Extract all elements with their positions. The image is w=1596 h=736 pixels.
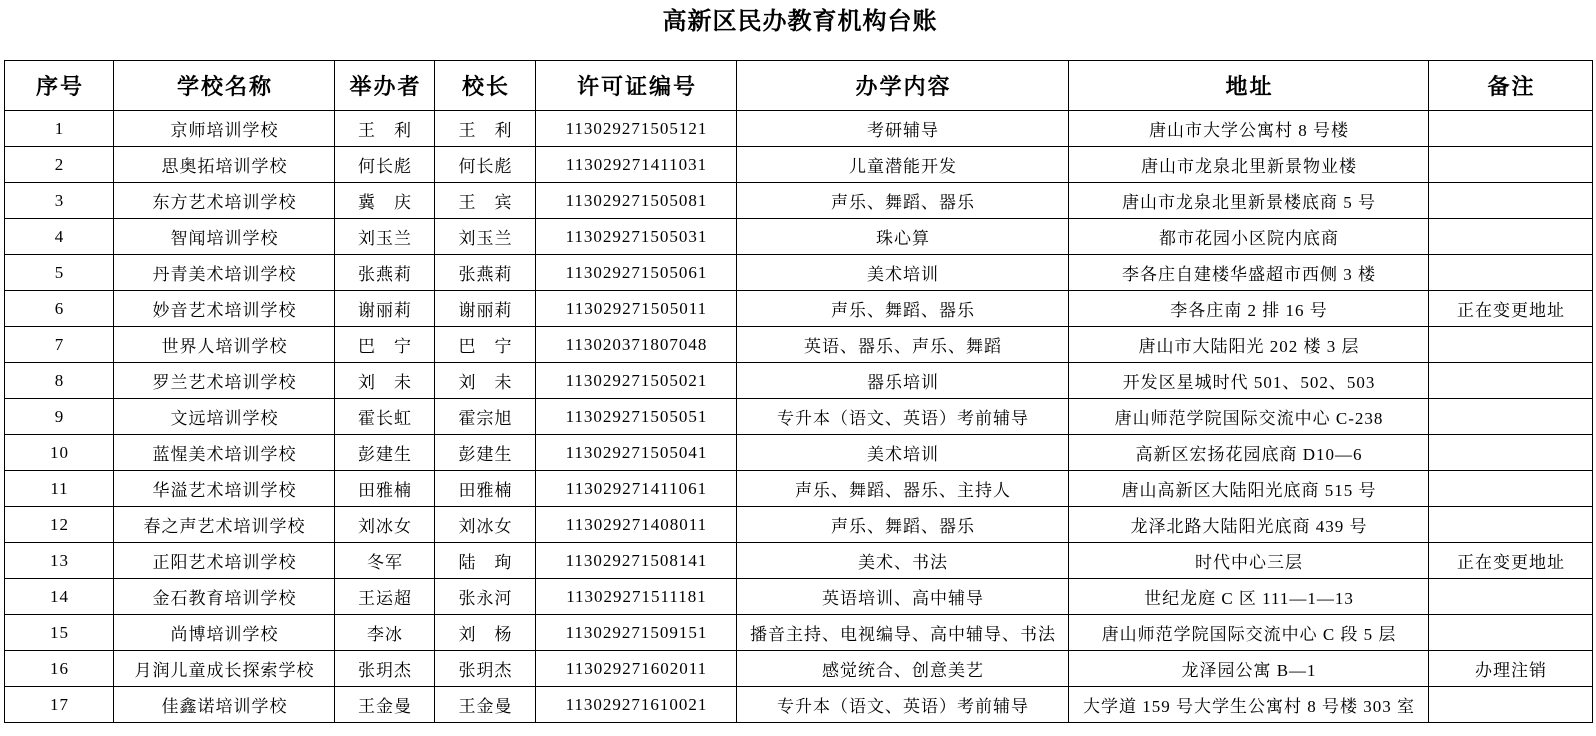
cell-seq: 11 [5,471,114,507]
cell-remark: 正在变更地址 [1429,291,1593,327]
header-remark: 备注 [1429,61,1593,111]
cell-content: 感觉统合、创意美艺 [737,651,1069,687]
cell-seq: 16 [5,651,114,687]
cell-remark [1429,255,1593,291]
cell-school-name: 丹青美术培训学校 [114,255,335,291]
cell-school-name: 佳鑫诺培训学校 [114,687,335,723]
table-row [5,147,1593,183]
cell-content: 声乐、舞蹈、器乐 [737,507,1069,543]
cell-remark: 办理注销 [1429,651,1593,687]
cell-seq: 3 [5,183,114,219]
cell-remark [1429,219,1593,255]
cell-address: 李各庄南 2 排 16 号 [1069,291,1429,327]
cell-address: 世纪龙庭 C 区 111—1—13 [1069,579,1429,615]
cell-principal: 张玥杰 [435,651,536,687]
cell-remark [1429,399,1593,435]
cell-content: 美术培训 [737,435,1069,471]
cell-seq: 10 [5,435,114,471]
cell-license-no: 113029271610021 [536,687,737,723]
cell-content: 美术培训 [737,255,1069,291]
cell-school-name: 正阳艺术培训学校 [114,543,335,579]
cell-organizer: 冀 庆 [335,183,435,219]
table-row [5,543,1593,579]
table-row [5,435,1593,471]
cell-school-name: 京师培训学校 [114,111,335,147]
cell-address: 大学道 159 号大学生公寓村 8 号楼 303 室 [1069,687,1429,723]
cell-principal: 田雅楠 [435,471,536,507]
table-row [5,615,1593,651]
cell-remark [1429,183,1593,219]
cell-address: 唐山市龙泉北里新景物业楼 [1069,147,1429,183]
cell-principal: 张燕莉 [435,255,536,291]
cell-license-no: 113029271505051 [536,399,737,435]
cell-content: 英语、器乐、声乐、舞蹈 [737,327,1069,363]
cell-seq: 8 [5,363,114,399]
cell-content: 专升本（语文、英语）考前辅导 [737,399,1069,435]
cell-license-no: 113029271505031 [536,219,737,255]
header-content: 办学内容 [737,61,1069,111]
cell-organizer: 刘冰女 [335,507,435,543]
cell-remark [1429,507,1593,543]
cell-address: 高新区宏扬花园底商 D10—6 [1069,435,1429,471]
cell-school-name: 智闻培训学校 [114,219,335,255]
cell-license-no: 113029271509151 [536,615,737,651]
table-row [5,579,1593,615]
cell-remark: 正在变更地址 [1429,543,1593,579]
cell-principal: 霍宗旭 [435,399,536,435]
cell-content: 珠心算 [737,219,1069,255]
cell-seq: 6 [5,291,114,327]
cell-seq: 1 [5,111,114,147]
table-row [5,219,1593,255]
cell-content: 播音主持、电视编导、高中辅导、书法 [737,615,1069,651]
cell-organizer: 王金曼 [335,687,435,723]
cell-address: 唐山市大学公寓村 8 号楼 [1069,111,1429,147]
cell-license-no: 113029271505011 [536,291,737,327]
cell-seq: 12 [5,507,114,543]
cell-principal: 王 利 [435,111,536,147]
cell-remark [1429,147,1593,183]
cell-address: 唐山高新区大陆阳光底商 515 号 [1069,471,1429,507]
cell-seq: 7 [5,327,114,363]
cell-license-no: 113020371807048 [536,327,737,363]
cell-principal: 张永河 [435,579,536,615]
cell-license-no: 113029271511181 [536,579,737,615]
cell-organizer: 霍长虹 [335,399,435,435]
cell-school-name: 妙音艺术培训学校 [114,291,335,327]
cell-organizer: 冬军 [335,543,435,579]
cell-school-name: 世界人培训学校 [114,327,335,363]
table-row [5,183,1593,219]
cell-seq: 17 [5,687,114,723]
cell-seq: 2 [5,147,114,183]
cell-license-no: 113029271505041 [536,435,737,471]
cell-address: 开发区星城时代 501、502、503 [1069,363,1429,399]
cell-principal: 谢丽莉 [435,291,536,327]
cell-content: 器乐培训 [737,363,1069,399]
cell-principal: 刘冰女 [435,507,536,543]
header-principal: 校长 [435,61,536,111]
cell-school-name: 春之声艺术培训学校 [114,507,335,543]
cell-remark [1429,615,1593,651]
cell-school-name: 蓝惺美术培训学校 [114,435,335,471]
cell-remark [1429,327,1593,363]
table-row [5,399,1593,435]
cell-organizer: 李冰 [335,615,435,651]
cell-organizer: 王运超 [335,579,435,615]
cell-principal: 彭建生 [435,435,536,471]
cell-remark [1429,471,1593,507]
header-organizer: 举办者 [335,61,435,111]
cell-content: 声乐、舞蹈、器乐 [737,183,1069,219]
cell-organizer: 巴 宁 [335,327,435,363]
header-school-name: 学校名称 [114,61,335,111]
cell-organizer: 田雅楠 [335,471,435,507]
cell-license-no: 113029271411031 [536,147,737,183]
table-row [5,471,1593,507]
cell-content: 英语培训、高中辅导 [737,579,1069,615]
cell-license-no: 113029271411061 [536,471,737,507]
header-license-no: 许可证编号 [536,61,737,111]
cell-address: 李各庄自建楼华盛超市西侧 3 楼 [1069,255,1429,291]
table-row [5,651,1593,687]
header-seq: 序号 [5,61,114,111]
cell-remark [1429,435,1593,471]
cell-principal: 刘玉兰 [435,219,536,255]
document-title: 高新区民办教育机构台账 [662,9,938,35]
cell-address: 龙泽园公寓 B—1 [1069,651,1429,687]
cell-school-name: 文远培训学校 [114,399,335,435]
cell-remark [1429,687,1593,723]
cell-organizer: 王 利 [335,111,435,147]
cell-organizer: 刘 未 [335,363,435,399]
cell-remark [1429,363,1593,399]
cell-seq: 9 [5,399,114,435]
table-row [5,687,1593,723]
cell-principal: 巴 宁 [435,327,536,363]
cell-license-no: 113029271505021 [536,363,737,399]
header-address: 地址 [1069,61,1429,111]
table-row [5,327,1593,363]
cell-content: 美术、书法 [737,543,1069,579]
cell-school-name: 尚博培训学校 [114,615,335,651]
cell-principal: 陆 珣 [435,543,536,579]
cell-content: 专升本（语文、英语）考前辅导 [737,687,1069,723]
institution-ledger-table [4,60,1593,723]
cell-school-name: 东方艺术培训学校 [114,183,335,219]
cell-content: 考研辅导 [737,111,1069,147]
cell-organizer: 张玥杰 [335,651,435,687]
cell-content: 儿童潜能开发 [737,147,1069,183]
table-row [5,363,1593,399]
cell-organizer: 彭建生 [335,435,435,471]
cell-principal: 何长彪 [435,147,536,183]
cell-remark [1429,111,1593,147]
cell-content: 声乐、舞蹈、器乐 [737,291,1069,327]
cell-organizer: 张燕莉 [335,255,435,291]
cell-organizer: 谢丽莉 [335,291,435,327]
table-row [5,507,1593,543]
cell-address: 时代中心三层 [1069,543,1429,579]
cell-address: 龙泽北路大陆阳光底商 439 号 [1069,507,1429,543]
cell-seq: 5 [5,255,114,291]
cell-license-no: 113029271505121 [536,111,737,147]
cell-address: 唐山市大陆阳光 202 楼 3 层 [1069,327,1429,363]
cell-organizer: 刘玉兰 [335,219,435,255]
cell-address: 都市花园小区院内底商 [1069,219,1429,255]
cell-seq: 13 [5,543,114,579]
cell-address: 唐山师范学院国际交流中心 C-238 [1069,399,1429,435]
cell-content: 声乐、舞蹈、器乐、主持人 [737,471,1069,507]
table-row [5,255,1593,291]
cell-license-no: 113029271505081 [536,183,737,219]
cell-license-no: 113029271505061 [536,255,737,291]
cell-address: 唐山师范学院国际交流中心 C 段 5 层 [1069,615,1429,651]
cell-school-name: 思奥拓培训学校 [114,147,335,183]
cell-principal: 刘 未 [435,363,536,399]
cell-school-name: 月润儿童成长探索学校 [114,651,335,687]
cell-license-no: 113029271408011 [536,507,737,543]
cell-seq: 4 [5,219,114,255]
cell-school-name: 金石教育培训学校 [114,579,335,615]
table-row [5,111,1593,147]
cell-license-no: 113029271602011 [536,651,737,687]
cell-license-no: 113029271508141 [536,543,737,579]
table-row [5,291,1593,327]
cell-remark [1429,579,1593,615]
cell-school-name: 罗兰艺术培训学校 [114,363,335,399]
cell-principal: 王 宾 [435,183,536,219]
cell-seq: 15 [5,615,114,651]
cell-principal: 王金曼 [435,687,536,723]
table-header-row [5,61,1593,111]
cell-seq: 14 [5,579,114,615]
cell-school-name: 华溢艺术培训学校 [114,471,335,507]
cell-address: 唐山市龙泉北里新景楼底商 5 号 [1069,183,1429,219]
cell-principal: 刘 杨 [435,615,536,651]
cell-organizer: 何长彪 [335,147,435,183]
